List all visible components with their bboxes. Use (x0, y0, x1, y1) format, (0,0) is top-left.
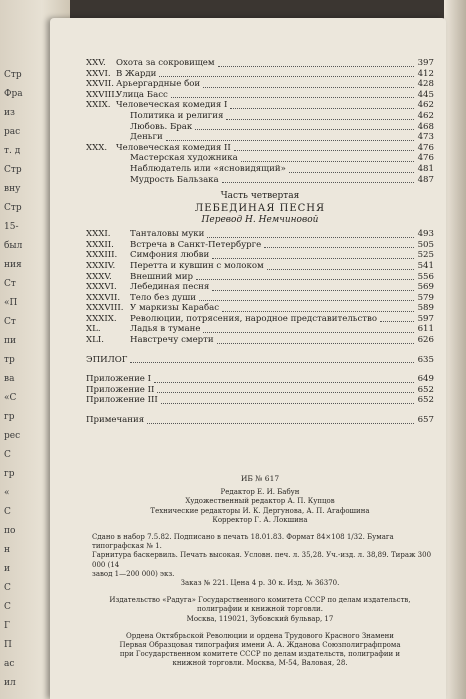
page-number: 473 (417, 132, 434, 143)
toc-entry (86, 153, 434, 164)
toc-part4 (86, 229, 434, 346)
left-page-fragment: С (4, 583, 11, 593)
press-4: книжной торговли. Москва, М-54, Валовая, 28. (172, 659, 348, 668)
left-page-fragment: т. д (4, 146, 21, 156)
toc-entry (86, 132, 434, 143)
left-page-fragment: тр (4, 355, 15, 365)
chapter-title: Наблюдатель или «ясновидящий» (130, 163, 286, 174)
chapter-title: Политика и религия (130, 110, 224, 121)
page-number: 505 (417, 239, 434, 250)
toc-entry (86, 272, 434, 283)
chapter-number: XXXVII. (86, 292, 121, 303)
chapter-number: XXXII. (86, 239, 114, 250)
left-page-fragment: С (4, 507, 11, 517)
page-number: 652 (417, 395, 434, 406)
chapter-title: Мастерская художника (130, 153, 238, 164)
left-page-fragment: рес (4, 431, 21, 441)
chapter-title: Симфония любви (130, 250, 210, 261)
chapter-title: Деньги (130, 132, 163, 143)
chapter-title: Человеческая комедия II (116, 142, 231, 153)
left-page-fragment: был (4, 241, 23, 251)
epilogue-title: ЭПИЛОГ (86, 354, 128, 365)
tech-editors: Технические редакторы И. К. Дергунова, А. П. Агафошина (150, 506, 370, 515)
part4-heading (86, 191, 434, 225)
art-editor: Художественный редактор А. П. Купцов (185, 497, 335, 506)
chapter-title: Арьергардные бои (116, 79, 201, 90)
page-number: 556 (417, 271, 434, 282)
chapter-number: XXVII. (86, 79, 114, 90)
toc-entry (86, 69, 434, 80)
toc-entry (86, 282, 434, 293)
page-number: 428 (417, 79, 434, 90)
chapter-title: У маркизы Карабас (130, 303, 220, 314)
chapter-number: XXXI. (86, 229, 111, 240)
left-page-fragment: ас (4, 659, 15, 669)
notes-page: 657 (417, 415, 434, 426)
print-info-2: Гарнитура баскервиль. Печать высокая. Условн. печ. л. 35,28. Уч.-изд. л. 38,89. Тираж 300 000 (14 (92, 551, 432, 569)
toc-entry (86, 395, 434, 406)
chapter-title: Мудрость Бальзака (130, 174, 219, 185)
chapter-number: XXXIX. (86, 313, 117, 324)
toc-entry (86, 250, 434, 261)
page-number: 481 (417, 163, 434, 174)
page-number: 462 (417, 100, 434, 111)
toc-entry (86, 100, 434, 111)
chapter-title: Охота за сокровищем (116, 58, 215, 68)
toc-entry (86, 143, 434, 154)
left-page-fragment: «П (4, 298, 18, 308)
toc-entry (86, 303, 434, 314)
chapter-number: XXVIII. (86, 89, 118, 100)
page-number: 579 (417, 292, 434, 303)
publisher-1: Издательство «Радуга» Государственного комитета СССР по делам издательств, (109, 596, 411, 605)
left-page-fragment: пи (4, 336, 16, 346)
left-page-fragment: Г (4, 621, 10, 631)
left-page-fragment: ил (4, 678, 16, 688)
left-page-fragment: Стр (4, 70, 22, 80)
press-1: Ордена Октябрьской Революции и ордена Трудового Красного Знамени (126, 631, 394, 640)
page-number: 597 (417, 313, 434, 324)
chapter-number: XXXVIII. (86, 303, 124, 314)
toc-appendices (86, 374, 434, 406)
page-number: 412 (417, 68, 434, 79)
chapter-title: Внешний мир (130, 271, 193, 282)
page-number: 525 (417, 250, 434, 261)
left-page-fragment: 15- (4, 222, 19, 232)
left-page-fragment: и (4, 564, 10, 574)
chapter-title: Ладья в тумане (130, 324, 201, 335)
left-page-fragment: Ст (4, 317, 16, 327)
toc-entry (86, 335, 434, 346)
left-page-fragment: ния (4, 260, 22, 270)
left-page-fragment: С (4, 450, 11, 460)
page-number: 626 (417, 335, 434, 346)
toc-entry (86, 58, 434, 69)
chapter-title: Приложение I (86, 374, 152, 385)
chapter-title: Любовь. Брак (130, 121, 193, 132)
left-page-fragment: гр (4, 412, 15, 422)
print-info-1: Сдано в набор 7.5.82. Подписано в печать 18.01.83. Формат 84×108 1/32. Бумага типографская № 1. (92, 533, 394, 551)
page-number: 397 (417, 58, 434, 68)
page-number: 493 (417, 229, 434, 240)
left-page-fragment: гр (4, 469, 15, 479)
chapter-number: XL. (86, 324, 101, 335)
toc-entry (86, 374, 434, 385)
ib-number: ИБ № 617 (240, 474, 280, 483)
toc-entry (86, 261, 434, 272)
left-page-fragment: Стр (4, 203, 22, 213)
left-page-fragment: вну (4, 184, 21, 194)
chapter-title: Танталовы муки (130, 229, 205, 240)
page-number: 476 (417, 142, 434, 153)
left-page-fragment: н (4, 545, 10, 555)
left-page-fragment: Фра (4, 89, 23, 99)
chapter-title: Встреча в Санкт-Петербурге (130, 239, 262, 250)
publisher-2: полиграфии и книжной торговли. (197, 605, 323, 614)
toc-part3 (86, 58, 434, 185)
page-number: 462 (417, 110, 434, 121)
page-number: 611 (417, 324, 434, 335)
corrector: Корректор Г. А. Локшина (212, 515, 308, 524)
page-number: 652 (417, 384, 434, 395)
print-info-3: завод 1—200 000) экз. (92, 569, 175, 578)
press-2: Первая Образцовая типография имени А. А. Жданова Союзполиграфпрома (119, 641, 401, 650)
part-translator: Перевод Н. Немчиновой (201, 215, 319, 226)
chapter-number: XXXV. (86, 271, 112, 282)
table-of-contents (86, 58, 434, 426)
toc-entry (86, 229, 434, 240)
left-page-fragment: Ст (4, 279, 16, 289)
page-number: 445 (417, 89, 434, 100)
print-info-4: Заказ № 221. Цена 4 р. 30 к. Изд. № 36370. (180, 579, 340, 588)
toc-entry (86, 175, 434, 186)
left-page-fragment: по (4, 526, 16, 536)
chapter-number: XXXIII. (86, 250, 118, 261)
toc-entry (86, 164, 434, 175)
page-number: 649 (417, 374, 434, 385)
chapter-number: XXXVI. (86, 282, 117, 293)
toc-entry (86, 111, 434, 122)
chapter-title: Человеческая комедия I (116, 100, 228, 111)
book-page (50, 18, 446, 699)
left-page-fragment: из (4, 108, 15, 118)
publisher-3: Москва, 119021, Зубовский бульвар, 17 (186, 614, 334, 623)
chapter-number: XXVI. (86, 68, 111, 79)
left-page-fragment: рас (4, 127, 21, 137)
toc-entry (86, 324, 434, 335)
left-page-fragment: ва (4, 374, 15, 384)
chapter-title: Перетта и кувшин с молоком (130, 260, 264, 271)
toc-epilogue (86, 355, 434, 366)
chapter-title: Тело без души (130, 292, 196, 303)
epilogue-page: 635 (417, 354, 434, 365)
chapter-number: XXV. (86, 58, 106, 68)
press-3: при Государственном комитете СССР по делам издательств, полиграфии и (119, 650, 401, 659)
chapter-title: Приложение II (86, 384, 155, 395)
chapter-title: Навстречу смерти (130, 335, 214, 346)
chapter-title: Революции, потрясения, народное представительство (130, 313, 378, 324)
chapter-title: В Жарди (116, 68, 157, 79)
page-number: 487 (417, 174, 434, 185)
part-label: Часть четвертая (220, 191, 300, 202)
notes-title: Примечания (86, 415, 145, 426)
left-page-fragment: « (4, 488, 10, 498)
toc-entry (86, 90, 434, 101)
chapter-title: Лебединая песня (130, 282, 210, 293)
toc-entry (86, 122, 434, 133)
part-title: ЛЕБЕДИНАЯ ПЕСНЯ (194, 203, 326, 215)
imprint (86, 474, 434, 669)
chapter-number: XXX. (86, 142, 108, 153)
toc-entry (86, 240, 434, 251)
left-page-fragment: С (4, 602, 11, 612)
page-number: 468 (417, 121, 434, 132)
page-number: 541 (417, 260, 434, 271)
toc-notes (86, 415, 434, 426)
toc-entry (86, 385, 434, 396)
left-page-fragment: Стр (4, 165, 22, 175)
left-page-fragment: «С (4, 393, 17, 403)
page-number: 589 (417, 303, 434, 314)
editor: Редактор Е. И. Бабун (220, 488, 300, 497)
toc-entry (86, 79, 434, 90)
toc-entry (86, 314, 434, 325)
chapter-number: XXIX. (86, 100, 111, 111)
chapter-title: Приложение III (86, 395, 158, 406)
page-edge (444, 0, 466, 699)
left-page-fragment: П (4, 640, 12, 650)
toc-entry (86, 293, 434, 304)
page-number: 476 (417, 153, 434, 164)
chapter-title: Улица Басс (116, 89, 168, 100)
chapter-number: XXXIV. (86, 260, 116, 271)
chapter-number: XLI. (86, 335, 104, 346)
page-number: 569 (417, 282, 434, 293)
